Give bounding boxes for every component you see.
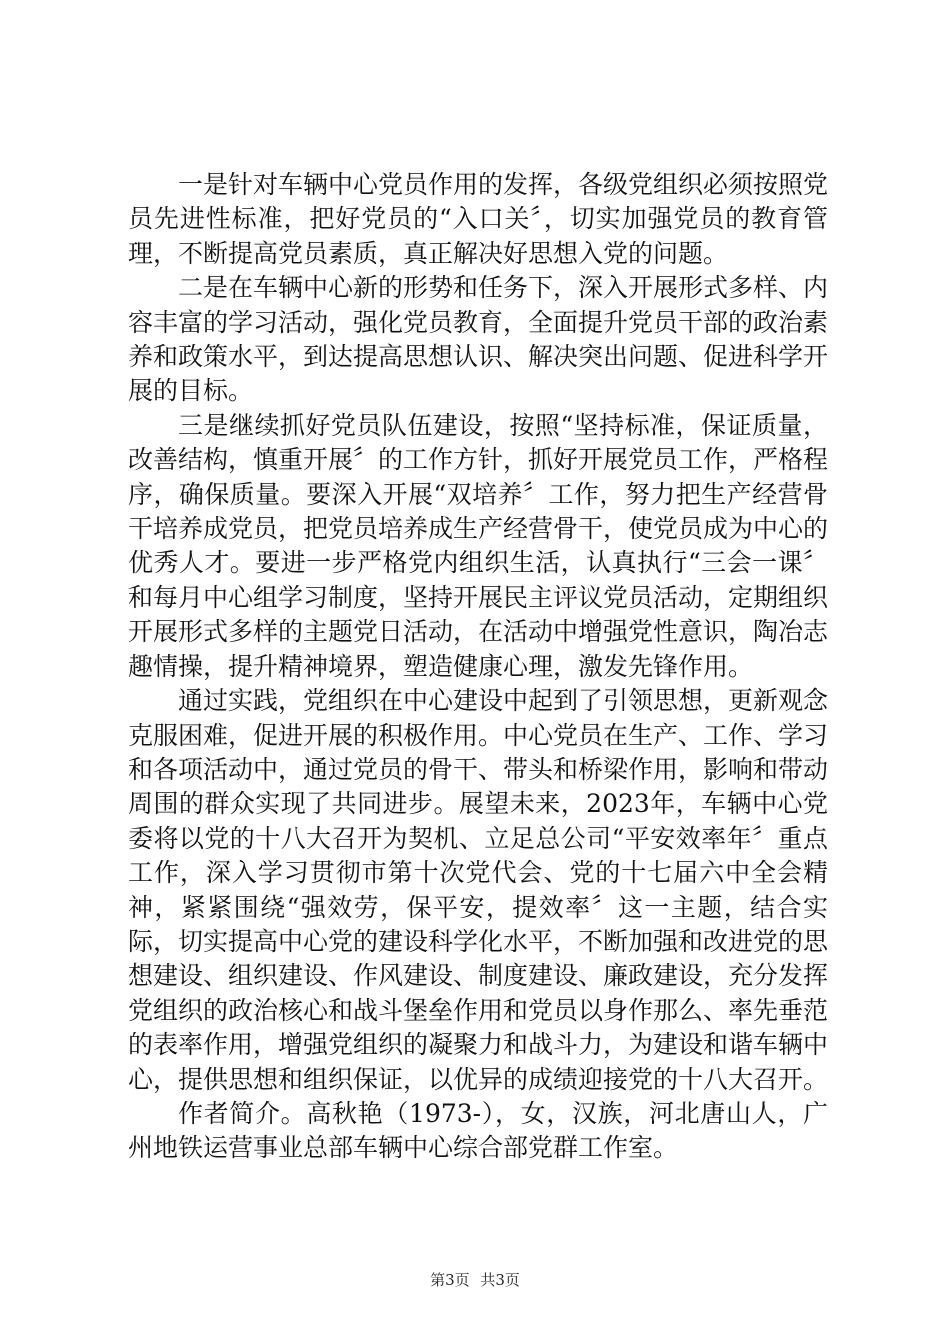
paragraph-1: 一是针对车辆中心党员作用的发挥，各级党组织必须按照党员先进性标准，把好党员的“入口关〞，切实加强党员的教育管理，不断提高党员素质，真正解决好思想入党的问题。 [128, 170, 829, 268]
paragraph-4: 通过实践，党组织在中心建设中起到了引领思想，更新观念克服困难，促进开展的积极作用。中心党员在生产、工作、学习和各项活动中，通过党员的骨干、带头和桥梁作用，影响和带动周围的群众实现了共同进步。展望未来，2023年，车辆中心党委将以党的十八大召开为契机、立足总公司“平安效率年〞重点工作，深入学习贯彻市第十次党代会、党的十七届六中全会精神，紧紧围绕“强效劳，保平安，提效率〞这一主题，结合实际，切实提高中心党的建设科学化水平，不断加强和改进党的思想建设、组织建设、作风建设、制度建设、廉政建设，充分发挥党组织的政治核心和战斗堡垒作用和党员以身作那么、率先垂范的表率作用，增强党组织的凝聚力和战斗力，为建设和谐车辆中心，提供思想和组织保证，以优异的成绩迎接党的十八大召开。 [128, 686, 829, 1094]
paragraph-author-bio: 作者简介。高秋艳（1973-），女，汉族，河北唐山人，广州地铁运营事业总部车辆中心综合部党群工作室。 [128, 1098, 828, 1163]
paragraph-3: 三是继续抓好党员队伍建设，按照“坚持标准，保证质量，改善结构，慎重开展〞的工作方针，抓好开展党员工作，严格程序，确保质量。要深入开展“双培养〞工作，努力把生产经营骨干培养成党员，把党员培养成生产经营骨干，使党员成为中心的优秀人才。要进一步严格党内组织生活，认真执行“三会一课〞和每月中心组学习制度，坚持开展民主评议党员活动，定期组织开展形式多样的主题党日活动，在活动中增强党性意识，陶冶志趣情操，提升精神境界，塑造健康心理，激发先锋作用。 [128, 410, 829, 681]
paragraph-2: 二是在车辆中心新的形势和任务下，深入开展形式多样、内容丰富的学习活动，强化党员教育，全面提升党员干部的政治素养和政策水平，到达提高思想认识、解决突出问题、促进科学开展的目标。 [128, 273, 829, 406]
page-total: 共3页 [480, 1271, 520, 1289]
page-footer [0, 1270, 950, 1290]
document-body [128, 168, 828, 1166]
page-number: 第3页 [430, 1271, 470, 1289]
